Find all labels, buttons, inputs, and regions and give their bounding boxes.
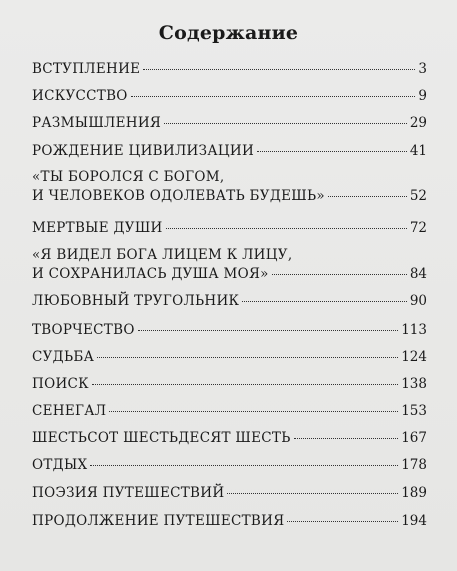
- toc-row: [32, 375, 427, 394]
- toc-row: [32, 219, 427, 238]
- toc-title: ПОЭЗИЯ ПУТЕШЕСТВИЙ: [32, 485, 225, 501]
- dot-leader: [257, 151, 407, 152]
- toc-page-number: 138: [401, 376, 427, 392]
- toc-entry: [32, 142, 427, 161]
- toc-page-number: 84: [409, 266, 427, 282]
- toc-entry: [32, 375, 427, 394]
- toc-row: [32, 292, 427, 311]
- toc-row: [32, 402, 427, 421]
- dot-leader: [164, 123, 407, 124]
- toc-row: [32, 456, 427, 475]
- toc-title: СЕНЕГАЛ: [32, 403, 107, 419]
- toc-page-number: 9: [418, 88, 427, 104]
- toc-row: [32, 187, 427, 206]
- toc-title: ТВОРЧЕСТВО: [32, 322, 135, 338]
- dot-leader: [138, 330, 399, 331]
- dot-leader: [166, 228, 407, 229]
- dot-leader: [143, 69, 415, 70]
- dot-leader: [109, 411, 398, 412]
- dot-leader: [328, 196, 407, 197]
- toc-title: ШЕСТЬСОТ ШЕСТЬДЕСЯТ ШЕСТЬ: [32, 430, 291, 446]
- toc-title: И СОХРАНИЛАСЬ ДУША МОЯ»: [32, 266, 269, 282]
- toc-title: СУДЬБА: [32, 349, 95, 365]
- toc-row: [32, 60, 427, 79]
- dot-leader: [287, 521, 398, 522]
- dot-leader: [294, 438, 399, 439]
- toc-title: ИСКУССТВО: [32, 88, 128, 104]
- toc-entry: [32, 512, 427, 531]
- toc-entry: [32, 456, 427, 475]
- toc-title: РОЖДЕНИЕ ЦИВИЛИЗАЦИИ: [32, 143, 255, 159]
- toc-page-number: 3: [418, 61, 427, 77]
- toc-row: [32, 348, 427, 367]
- toc-entry: [32, 60, 427, 79]
- toc-entry: [32, 87, 427, 106]
- toc-title-line: «Я ВИДЕЛ БОГА ЛИЦЕМ К ЛИЦУ,: [32, 247, 293, 263]
- dot-leader: [227, 493, 398, 494]
- toc-title: МЕРТВЫЕ ДУШИ: [32, 220, 163, 236]
- toc-row: [32, 168, 427, 187]
- toc-page-number: 189: [401, 485, 427, 501]
- toc-page-number: 153: [401, 403, 427, 419]
- toc-title: ОТДЫХ: [32, 457, 88, 473]
- toc-entry: [32, 402, 427, 421]
- dot-leader: [97, 357, 398, 358]
- toc-title: И ЧЕЛОВЕКОВ ОДОЛЕВАТЬ БУДЕШЬ»: [32, 188, 325, 204]
- toc-title: ПОИСК: [32, 376, 89, 392]
- toc-entry: [32, 168, 427, 206]
- toc-entry: [32, 348, 427, 367]
- toc-entry: [32, 219, 427, 238]
- toc-page-number: 72: [409, 220, 427, 236]
- toc-page-number: 90: [409, 293, 427, 309]
- toc-page-number: 52: [409, 188, 427, 204]
- dot-leader: [242, 301, 407, 302]
- toc-row: [32, 512, 427, 531]
- toc-title: ПРОДОЛЖЕНИЕ ПУТЕШЕСТВИЯ: [32, 513, 285, 529]
- toc-title: РАЗМЫШЛЕНИЯ: [32, 115, 162, 131]
- toc-entry: [32, 321, 427, 340]
- toc-row: [32, 246, 427, 265]
- toc-entry: [32, 292, 427, 311]
- toc-entry: [32, 114, 427, 133]
- toc-entry: [32, 246, 427, 284]
- dot-leader: [131, 96, 416, 97]
- toc-page-number: 41: [409, 143, 427, 159]
- dot-leader: [90, 465, 398, 466]
- toc-page-number: 178: [401, 457, 427, 473]
- toc-title: ВСТУПЛЕНИЕ: [32, 61, 141, 77]
- toc-row: [32, 321, 427, 340]
- toc-row: [32, 142, 427, 161]
- dot-leader: [92, 384, 398, 385]
- toc-row: [32, 87, 427, 106]
- toc-row: [32, 114, 427, 133]
- toc-title-line: «ТЫ БОРОЛСЯ С БОГОМ,: [32, 169, 225, 185]
- dot-leader: [272, 274, 407, 275]
- toc-page-number: 194: [401, 513, 427, 529]
- toc-row: [32, 429, 427, 448]
- toc-entry: [32, 484, 427, 503]
- toc-page-number: 124: [401, 349, 427, 365]
- page-title: Содержание: [158, 22, 299, 44]
- toc-entry: [32, 429, 427, 448]
- toc-page-number: 29: [409, 115, 427, 131]
- toc-row: [32, 484, 427, 503]
- toc-title: ЛЮБОВНЫЙ ТРУГОЛЬНИК: [32, 293, 240, 309]
- toc-page-number: 113: [401, 322, 427, 338]
- toc-page-number: 167: [401, 430, 427, 446]
- toc-row: [32, 265, 427, 284]
